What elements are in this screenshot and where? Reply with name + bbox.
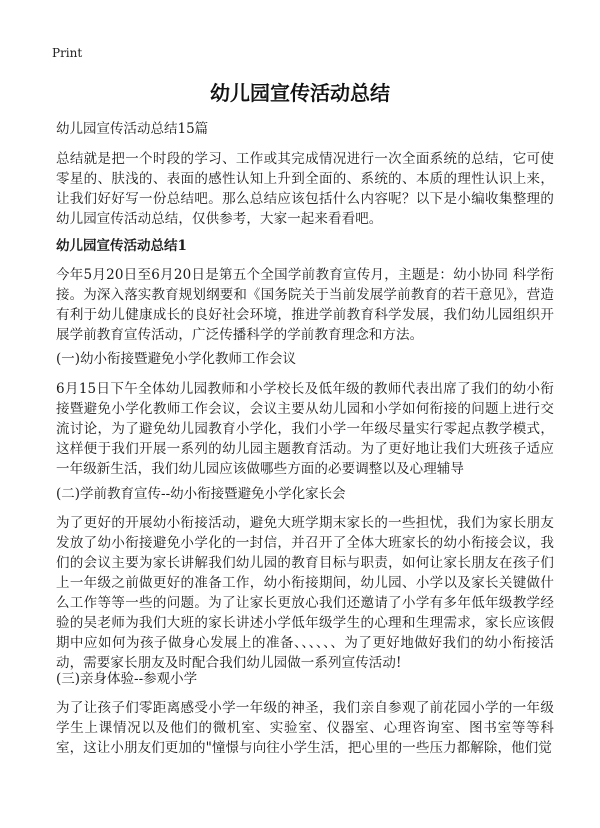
paragraph-1: 今年5月20日至6月20日是第五个全国学前教育宣传月，主题是：幼小协同 科学衔接。为深入落实教育规划纲要和《国务院关于当前发展学前教育的若干意见》，营造有利于幼儿健康成长的良好社会环境，推进学前教育科学发展，我们幼儿园组织开展学前教育宣传活动，广泛传播科学的学前教育理念和方法。 xyxy=(56,267,554,343)
section-1-title: (一)幼小衔接暨避免小学化教师工作会议 xyxy=(56,351,297,367)
section-3-title: (三)亲身体验--参观小学 xyxy=(56,671,198,687)
document-title: 幼儿园宣传活动总结 xyxy=(210,81,390,105)
article-heading-1: 幼儿园宣传活动总结1 xyxy=(56,238,187,254)
section-1-text: 6月15日下午全体幼儿园教师和小学校长及低年级的教师代表出席了我们的幼小衔接暨避免小学化教师工作会议，会议主要从幼儿园和小学如何衔接的问题上进行交流讨论，为了避免幼儿园教育小学化，我们小学一年级尽量实行零起点教学模式，这样便于我们开展一系列的幼儿园主题教育活动。为了更好地让我们大班孩子适应一年级新生活，我们幼儿园应该做哪些方面的必要调整以及心理辅导 xyxy=(56,381,554,477)
section-2-text: 为了更好的开展幼小衔接活动，避免大班学期末家长的一些担忧，我们为家长朋友发放了幼小衔接避免小学化的一封信，并召开了全体大班家长的幼小衔接会议，我们的会议主要为家长讲解我们幼儿园的教育目标与职责，如何让家长朋友在孩子们上一年级之前做更好的准备工作，幼小衔接期间，幼儿园、小学以及家长关键做什么工作等等一些的问题。为了让家长更放心我们还邀请了小学有多年低年级教学经验的吴老师为我们大班的家长讲述小学低年级学生的心理和生理需求，家长应该假期中应如何为孩子做身心发展上的准备、、、、、、为了更好地做好我们的幼小衔接活动，需要家长朋友及时配合我们幼儿园做一系列宣传活动! xyxy=(56,515,554,671)
section-2-title: (二)学前教育宣传--幼小衔接暨避免小学化家长会 xyxy=(56,486,346,502)
document-subtitle: 幼儿园宣传活动总结15篇 xyxy=(56,121,209,137)
intro-paragraph: 总结就是把一个时段的学习、工作或其完成情况进行一次全面系统的总结，它可使零星的、肤浅的、表面的感性认知上升到全面的、系统的、本质的理性认识上来，让我们好好写一份总结吧。那么总结应该包括什么内容呢？以下是小编收集整理的幼儿园宣传活动总结，仅供参考，大家一起来看看吧。 xyxy=(56,151,554,227)
section-3-text: 为了让孩子们零距离感受小学一年级的神圣，我们亲自参观了前花园小学的一年级学生上课情况以及他们的微机室、实验室、仪器室、心理咨询室、图书室等等科室，这让小朋友们更加的"憧憬与向往小学生活，把心里的一些压力都解除，他们觉 xyxy=(56,700,554,756)
print-label[interactable]: Print xyxy=(52,46,83,60)
